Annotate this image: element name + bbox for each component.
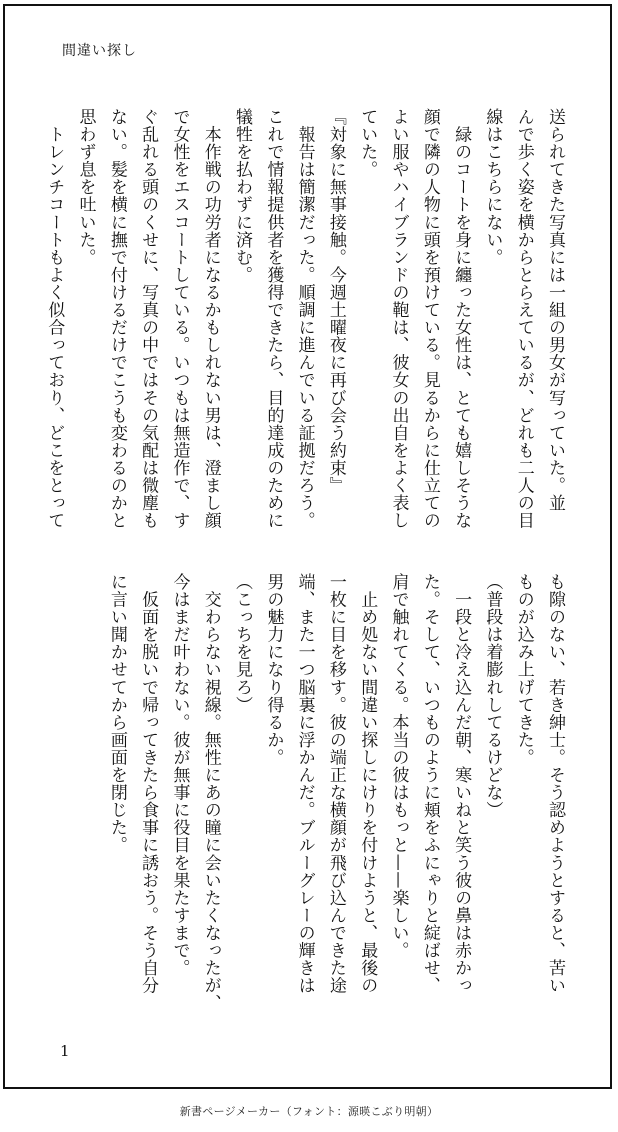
text-line: 仮面を脱いで帰ってきたら食事に誘おう。そう自分 (138, 573, 159, 995)
text-line: た。そして、いつものように頬をふにゃりと綻ばせ、 (419, 573, 440, 995)
page-header-title: 間違い探し (62, 43, 137, 59)
text-line: 今はまだ叶わない。彼が無事に役目を果たすまで。 (169, 573, 190, 977)
text-line: トレンチコートもよく似合っており、どこをとって (44, 108, 65, 530)
text-line: に言い聞かせてから画面を閉じた。 (106, 573, 127, 854)
text-line: ない。髪を横に撫で付けるだけでこうも変わるのかと (106, 108, 127, 530)
text-line: 思わず息を吐いた。 (75, 108, 96, 266)
text-line: 線はこちらにない。 (482, 108, 503, 266)
text-line: 一枚に目を移す。彼の端正な横顔が飛び込んできた途 (325, 573, 346, 995)
text-line: 端、また一つ脳裏に浮かんだ。ブルーグレーの輝きは (294, 573, 315, 995)
upper-text-column-block (44, 108, 570, 530)
text-line: 『対象に無事接触。今週土曜夜に再び会う約束』 (325, 108, 346, 495)
text-line: 緑のコートを身に纏った女性は、とても嬉しそうな (451, 108, 472, 530)
text-line: （こっちを見ろ） (232, 573, 253, 714)
text-line: 一段と冷え込んだ朝、寒いねと笑う彼の鼻は赤かっ (451, 573, 472, 995)
text-line: ぐ乱れる頭のくせに、写真の中ではその気配は微塵も (138, 108, 159, 530)
text-line: 顔で隣の人物に頭を預けている。見るからに仕立ての (419, 108, 440, 530)
book-page (3, 4, 612, 1089)
text-line: 本作戦の功労者になるかもしれない男は、澄まし顔 (200, 108, 221, 530)
text-line: （普段は着膨れしてるけどな） (482, 573, 503, 819)
text-line: で女性をエスコートしている。いつもは無造作で、す (169, 108, 190, 530)
generator-caption: 新書ページメーカー（フォント：源暎こぶり明朝） (179, 1105, 439, 1118)
text-line: も隙のない、若き紳士。そう認めようとすると、苦い (545, 573, 565, 995)
text-line: 交わらない視線。無性にあの瞳に会いたくなったが、 (200, 573, 221, 1012)
text-line: 肩で触れてくる。本当の彼はもっと——楽しい。 (388, 573, 409, 960)
lower-text-column-block (60, 573, 570, 1012)
text-line: ていた。 (357, 108, 378, 179)
text-line: んで歩く姿を横からとらえているが、どれも二人の目 (513, 108, 534, 530)
text-line: よい服やハイブランドの鞄は、彼女の出自をよく表し (388, 108, 409, 530)
text-line: 報告は簡潔だった。順調に進んでいる証拠だろう。 (294, 108, 315, 530)
text-line: 犠牲を払わずに済む。 (232, 108, 253, 284)
page-number: 1 (60, 1042, 70, 1060)
text-line: ものが込み上げてきた。 (513, 573, 534, 767)
text-line: 止め処ない間違い探しにけりを付けようと、最後の (357, 573, 378, 995)
text-line: 送られてきた写真には一組の男女が写っていた。並 (545, 108, 565, 512)
text-line: 男の魅力になり得るか。 (263, 573, 284, 767)
text-line: これで情報提供者を獲得できたら、目的達成のために (263, 108, 284, 530)
